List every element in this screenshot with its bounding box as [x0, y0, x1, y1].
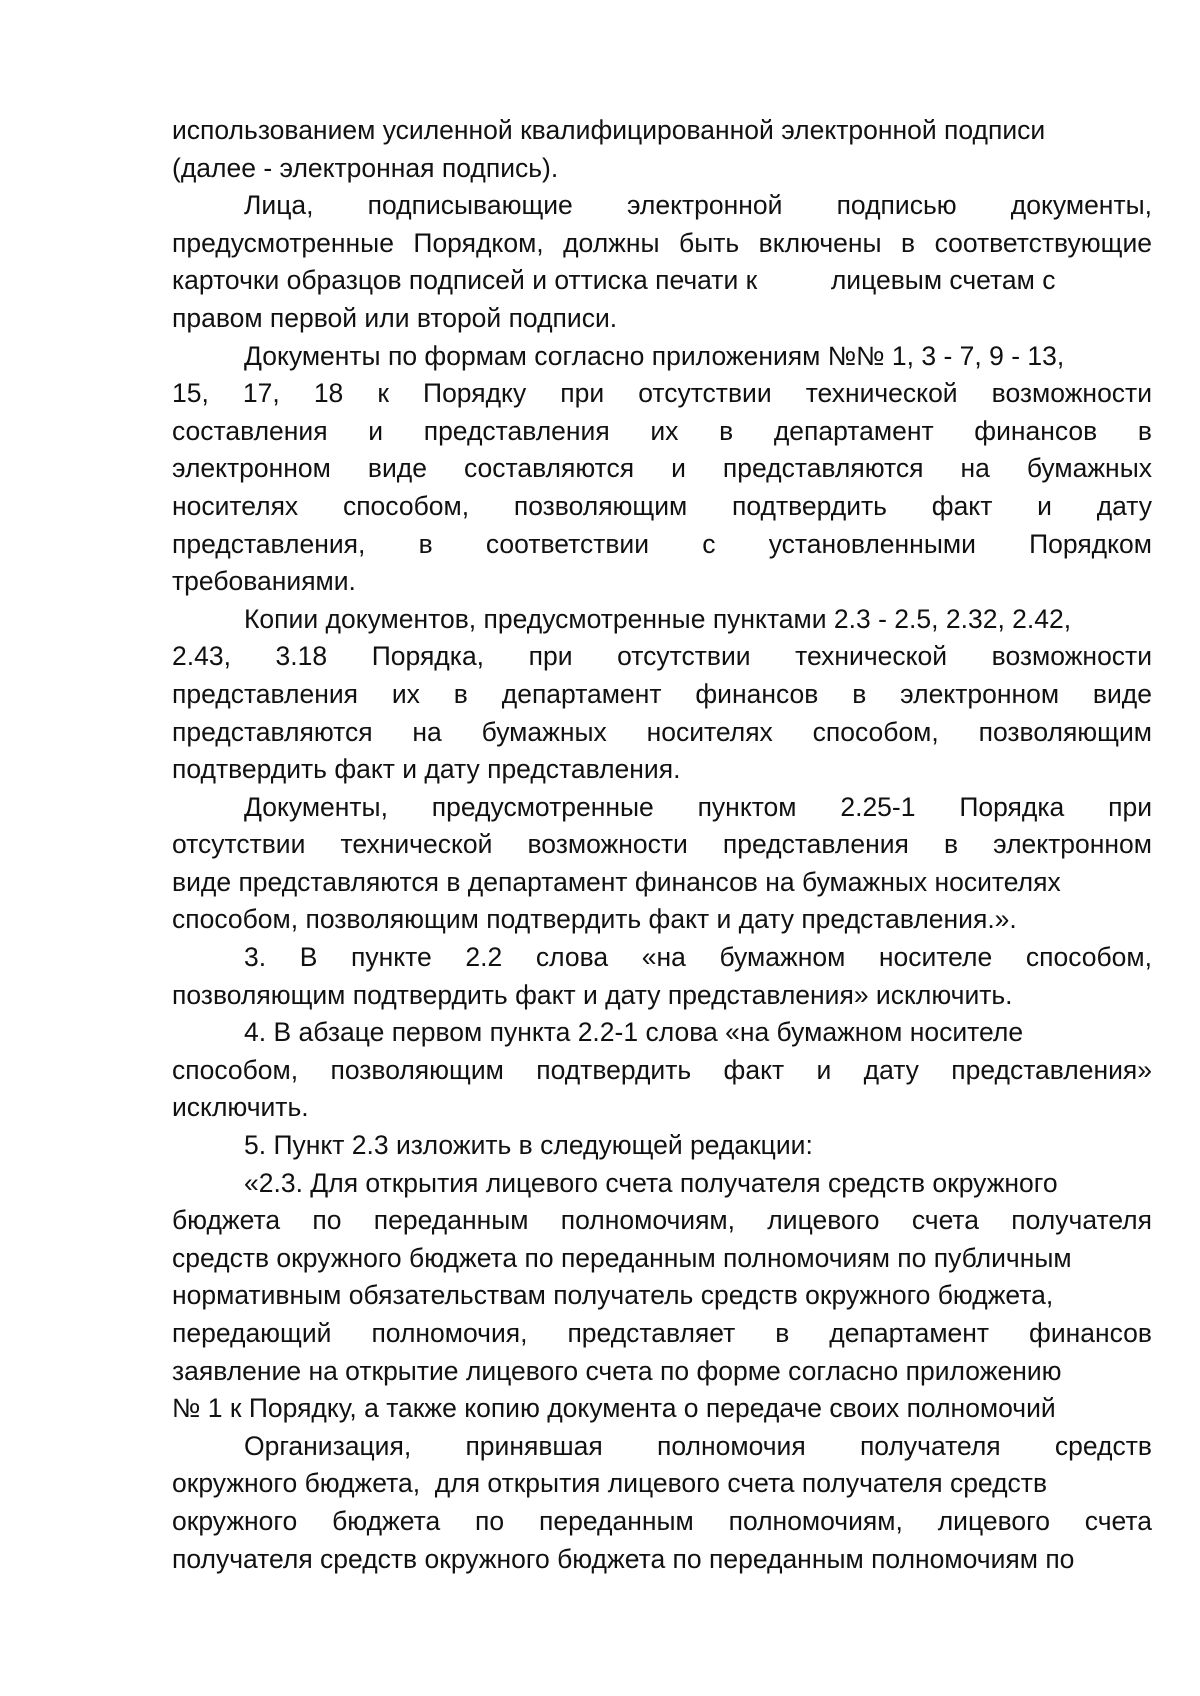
document-line: карточки образцов подписей и оттиска печати к лицевым счетам с [172, 265, 1056, 296]
document-line: Организация, принявшая полномочия получателя средств [244, 1430, 1152, 1461]
document-line: представления их в департамент финансов в электронном виде [172, 678, 1152, 709]
document-line: окружного бюджета по переданным полномочиям, лицевого счета [172, 1505, 1152, 1536]
document-line: представляются на бумажных носителях способом, позволяющим [172, 716, 1152, 747]
document-line: Документы, предусмотренные пунктом 2.25-1 Порядка при [244, 791, 1152, 822]
document-line: 2.43, 3.18 Порядка, при отсутствии технической возможности [172, 641, 1152, 672]
document-line: предусмотренные Порядком, должны быть включены в соответствующие [172, 227, 1152, 258]
document-line: исключить. [172, 1092, 309, 1123]
document-line: позволяющим подтвердить факт и дату представления» исключить. [172, 979, 1013, 1010]
document-line: «2.3. Для открытия лицевого счета получателя средств окружного [244, 1167, 1058, 1198]
document-line: способом, позволяющим подтвердить факт и дату представления.». [172, 904, 1017, 935]
document-line: отсутствии технической возможности представления в электронном [172, 829, 1152, 860]
document-line: окружного бюджета, для открытия лицевого счета получателя средств [172, 1468, 1048, 1499]
document-line: способом, позволяющим подтвердить факт и дату представления» [172, 1054, 1152, 1085]
document-line: 15, 17, 18 к Порядку при отсутствии технической возможности [172, 378, 1152, 409]
document-line: передающий полномочия, представляет в департамент финансов [172, 1318, 1152, 1348]
document-page [172, 112, 1152, 1578]
document-line: 5. Пункт 2.3 изложить в следующей редакции: [244, 1130, 813, 1161]
document-line: носителях способом, позволяющим подтвердить факт и дату [172, 490, 1152, 521]
document-line: представления, в соответствии с установленными Порядком [172, 528, 1152, 559]
document-line: Документы по формам согласно приложениям №№ 1, 3 - 7, 9 - 13, [244, 340, 1065, 371]
document-line: подтвердить факт и дату представления. [172, 754, 681, 785]
document-line: 4. В абзаце первом пункта 2.2-1 слова «на бумажном носителе [244, 1017, 1024, 1048]
document-line: составления и представления их в департамент финансов в [172, 415, 1152, 446]
document-line: Копии документов, предусмотренные пунктами 2.3 - 2.5, 2.32, 2.42, [244, 603, 1072, 634]
document-line: 3. В пункте 2.2 слова «на бумажном носителе способом, [244, 942, 1152, 973]
document-line: электронном виде составляются и представляются на бумажных [172, 453, 1152, 484]
document-line: средств окружного бюджета по переданным полномочиям по публичным [172, 1242, 1072, 1273]
document-line: требованиями. [172, 566, 356, 597]
document-line: заявление на открытие лицевого счета по форме согласно приложению [172, 1355, 1062, 1386]
document-line: бюджета по переданным полномочиям, лицевого счета получателя [172, 1205, 1152, 1236]
document-line: № 1 к Порядку, а также копию документа о передаче своих полномочий [172, 1393, 1056, 1424]
document-line: использованием усиленной квалифицированной электронной подписи [172, 115, 1046, 145]
document-line: нормативным обязательствам получатель средств окружного бюджета, [172, 1280, 1054, 1311]
document-line: Лица, подписывающие электронной подписью документы, [244, 190, 1152, 221]
document-line: получателя средств окружного бюджета по переданным полномочиям по [172, 1543, 1075, 1574]
document-line: виде представляются в департамент финансов на бумажных носителях [172, 866, 1061, 897]
document-line: (далее - электронная подпись). [172, 152, 559, 183]
document-line: правом первой или второй подписи. [172, 302, 618, 333]
